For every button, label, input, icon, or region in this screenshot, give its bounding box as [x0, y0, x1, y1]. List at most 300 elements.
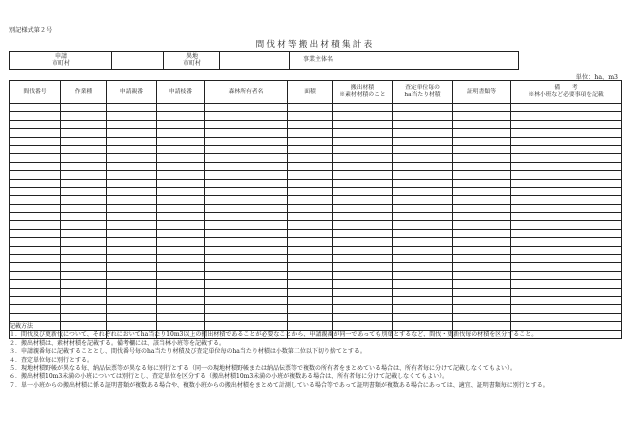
table-cell[interactable]: [61, 187, 107, 195]
table-cell[interactable]: [453, 296, 511, 304]
table-cell[interactable]: [288, 313, 333, 321]
table-cell[interactable]: [333, 179, 393, 187]
table-cell[interactable]: [107, 221, 157, 229]
table-cell[interactable]: [61, 154, 107, 162]
table-cell[interactable]: [511, 238, 622, 246]
table-cell[interactable]: [393, 196, 453, 204]
table-cell[interactable]: [453, 255, 511, 263]
table-cell[interactable]: [511, 246, 622, 254]
table-cell[interactable]: [107, 129, 157, 137]
table-cell[interactable]: [333, 196, 393, 204]
table-cell[interactable]: [107, 154, 157, 162]
table-cell[interactable]: [107, 104, 157, 112]
table-cell[interactable]: [10, 271, 61, 279]
table-cell[interactable]: [393, 137, 453, 145]
table-row: [10, 213, 622, 221]
table-cell[interactable]: [205, 162, 288, 170]
table-cell[interactable]: [453, 204, 511, 212]
table-cell[interactable]: [393, 313, 453, 321]
table-cell[interactable]: [511, 171, 622, 179]
table-cell[interactable]: [453, 162, 511, 170]
table-row: [10, 305, 622, 313]
other-municipality-field[interactable]: [220, 52, 290, 69]
table-cell[interactable]: [61, 137, 107, 145]
table-cell[interactable]: [453, 263, 511, 271]
table-cell[interactable]: [157, 187, 205, 195]
table-row: [10, 104, 622, 112]
table-cell[interactable]: [157, 104, 205, 112]
table-cell[interactable]: [10, 229, 61, 237]
table-cell[interactable]: [157, 255, 205, 263]
table-cell[interactable]: [333, 162, 393, 170]
table-cell[interactable]: [107, 313, 157, 321]
table-cell[interactable]: [107, 296, 157, 304]
table-row: [10, 313, 622, 321]
table-cell[interactable]: [333, 187, 393, 195]
table-cell[interactable]: [205, 263, 288, 271]
table-cell[interactable]: [288, 129, 333, 137]
table-cell[interactable]: [61, 246, 107, 254]
table-cell[interactable]: [10, 196, 61, 204]
unit-label: 単位：ha、m3: [575, 74, 618, 81]
table-cell[interactable]: [333, 112, 393, 120]
table-cell[interactable]: [511, 229, 622, 237]
table-cell[interactable]: [61, 204, 107, 212]
table-cell[interactable]: [288, 154, 333, 162]
table-cell[interactable]: [288, 145, 333, 153]
table-cell[interactable]: [107, 263, 157, 271]
table-row: [10, 280, 622, 288]
table-cell[interactable]: [61, 255, 107, 263]
table-cell[interactable]: [205, 204, 288, 212]
table-cell[interactable]: [333, 104, 393, 112]
table-cell[interactable]: [393, 104, 453, 112]
table-cell[interactable]: [511, 104, 622, 112]
table-cell[interactable]: [205, 129, 288, 137]
table-cell[interactable]: [61, 280, 107, 288]
table-cell[interactable]: [157, 280, 205, 288]
table-cell[interactable]: [61, 313, 107, 321]
table-cell[interactable]: [288, 288, 333, 296]
table-cell[interactable]: [333, 137, 393, 145]
table-cell[interactable]: [10, 104, 61, 112]
table-cell[interactable]: [205, 229, 288, 237]
table-cell[interactable]: [453, 280, 511, 288]
table-cell[interactable]: [157, 313, 205, 321]
table-cell[interactable]: [393, 179, 453, 187]
table-cell[interactable]: [453, 305, 511, 313]
table-cell[interactable]: [333, 263, 393, 271]
table-cell[interactable]: [511, 162, 622, 170]
table-cell[interactable]: [10, 238, 61, 246]
table-cell[interactable]: [61, 145, 107, 153]
instruction-item-4: ４．査定単位毎に別行とする。: [9, 356, 94, 364]
table-cell[interactable]: [61, 213, 107, 221]
table-cell[interactable]: [393, 154, 453, 162]
table-cell[interactable]: [333, 246, 393, 254]
table-cell[interactable]: [288, 246, 333, 254]
table-cell[interactable]: [288, 263, 333, 271]
table-cell[interactable]: [157, 288, 205, 296]
table-cell[interactable]: [288, 171, 333, 179]
table-cell[interactable]: [333, 288, 393, 296]
table-cell[interactable]: [10, 129, 61, 137]
table-cell[interactable]: [288, 255, 333, 263]
table-cell[interactable]: [10, 154, 61, 162]
table-cell[interactable]: [288, 221, 333, 229]
table-cell[interactable]: [453, 288, 511, 296]
table-row: [10, 196, 622, 204]
table-cell[interactable]: [288, 213, 333, 221]
col-header-forest-owner: 森林所有者名: [205, 81, 288, 104]
table-cell[interactable]: [511, 112, 622, 120]
table-cell[interactable]: [10, 305, 61, 313]
table-cell[interactable]: [10, 313, 61, 321]
table-cell[interactable]: [61, 221, 107, 229]
table-cell[interactable]: [511, 187, 622, 195]
table-cell[interactable]: [61, 112, 107, 120]
col-header-volume-per-ha: 査定単位毎の ha当たり材積: [393, 81, 453, 104]
table-cell[interactable]: [10, 145, 61, 153]
table-cell[interactable]: [107, 288, 157, 296]
table-cell[interactable]: [511, 137, 622, 145]
table-cell[interactable]: [288, 196, 333, 204]
table-cell[interactable]: [333, 229, 393, 237]
table-cell[interactable]: [205, 196, 288, 204]
table-cell[interactable]: [453, 221, 511, 229]
table-cell[interactable]: [333, 221, 393, 229]
table-cell[interactable]: [205, 137, 288, 145]
table-cell[interactable]: [333, 280, 393, 288]
table-cell[interactable]: [453, 145, 511, 153]
table-cell[interactable]: [107, 112, 157, 120]
table-cell[interactable]: [393, 246, 453, 254]
aggregate-table: [9, 80, 622, 339]
table-cell[interactable]: [107, 120, 157, 128]
table-cell[interactable]: [157, 162, 205, 170]
table-cell[interactable]: [205, 246, 288, 254]
table-cell[interactable]: [393, 238, 453, 246]
table-cell[interactable]: [453, 112, 511, 120]
table-cell[interactable]: [511, 255, 622, 263]
table-cell[interactable]: [10, 171, 61, 179]
table-cell[interactable]: [157, 120, 205, 128]
table-cell[interactable]: [453, 104, 511, 112]
table-cell[interactable]: [453, 213, 511, 221]
table-cell[interactable]: [393, 120, 453, 128]
table-cell[interactable]: [205, 271, 288, 279]
table-cell[interactable]: [61, 263, 107, 271]
table-cell[interactable]: [453, 120, 511, 128]
table-cell[interactable]: [511, 196, 622, 204]
table-cell[interactable]: [511, 280, 622, 288]
table-cell[interactable]: [333, 129, 393, 137]
table-cell[interactable]: [393, 187, 453, 195]
table-cell[interactable]: [157, 129, 205, 137]
col-header-hauled-volume: 搬出材積 ※素材材積のこと: [333, 81, 393, 104]
table-cell[interactable]: [393, 255, 453, 263]
table-cell[interactable]: [511, 204, 622, 212]
table-cell[interactable]: [511, 271, 622, 279]
table-cell[interactable]: [107, 204, 157, 212]
table-cell[interactable]: [393, 296, 453, 304]
table-cell[interactable]: [157, 204, 205, 212]
table-row: [10, 112, 622, 120]
table-cell[interactable]: [157, 213, 205, 221]
table-cell[interactable]: [10, 263, 61, 271]
table-cell[interactable]: [453, 229, 511, 237]
table-cell[interactable]: [333, 238, 393, 246]
table-cell[interactable]: [333, 120, 393, 128]
table-row: [10, 255, 622, 263]
table-cell[interactable]: [157, 112, 205, 120]
table-cell[interactable]: [61, 271, 107, 279]
table-cell[interactable]: [393, 129, 453, 137]
table-cell[interactable]: [157, 137, 205, 145]
table-row: [10, 179, 622, 187]
table-cell[interactable]: [10, 162, 61, 170]
table-cell[interactable]: [205, 145, 288, 153]
table-cell[interactable]: [157, 196, 205, 204]
table-cell[interactable]: [205, 112, 288, 120]
table-cell[interactable]: [393, 162, 453, 170]
table-cell[interactable]: [453, 187, 511, 195]
table-cell[interactable]: [10, 296, 61, 304]
table-cell[interactable]: [288, 271, 333, 279]
other-label-line1: 異地: [185, 53, 198, 60]
table-cell[interactable]: [157, 221, 205, 229]
instructions-heading: 記載方法: [9, 323, 34, 330]
table-cell[interactable]: [453, 238, 511, 246]
table-cell[interactable]: [511, 120, 622, 128]
entity-name-field[interactable]: [346, 52, 518, 69]
table-cell[interactable]: [10, 280, 61, 288]
table-cell[interactable]: [157, 246, 205, 254]
table-cell[interactable]: [61, 179, 107, 187]
table-cell[interactable]: [10, 187, 61, 195]
table-cell[interactable]: [157, 271, 205, 279]
applicant-label-line1: 申請: [54, 53, 67, 60]
table-cell[interactable]: [205, 313, 288, 321]
table-cell[interactable]: [107, 280, 157, 288]
table-cell[interactable]: [511, 305, 622, 313]
table-cell[interactable]: [10, 221, 61, 229]
table-cell[interactable]: [107, 187, 157, 195]
instruction-item-7: ７．単一小班からの搬出材積に係る証明書類が複数ある場合や、複数小班からの搬出材積をまとめて計測している場合等であって証明書類が複数ある場合にあっては、適宜、証明書類毎に別行とする。: [9, 381, 549, 389]
table-cell[interactable]: [288, 137, 333, 145]
table-cell[interactable]: [288, 204, 333, 212]
table-row: [10, 288, 622, 296]
table-cell[interactable]: [288, 280, 333, 288]
table-cell[interactable]: [107, 305, 157, 313]
table-cell[interactable]: [107, 179, 157, 187]
table-cell[interactable]: [288, 179, 333, 187]
table-cell[interactable]: [453, 179, 511, 187]
table-row: [10, 263, 622, 271]
table-cell[interactable]: [61, 129, 107, 137]
table-cell[interactable]: [61, 296, 107, 304]
table-cell[interactable]: [10, 137, 61, 145]
table-cell[interactable]: [107, 137, 157, 145]
aggregate-table-container: [9, 80, 621, 339]
table-cell[interactable]: [10, 120, 61, 128]
instruction-item-5: ５．現地材積野帳が異なる毎、納品伝票等が異なる毎に別行とする（同一の現地材積野帳または納品伝票等で複数の所有者をまとめている場合は、所有者毎に分けて記載しなくてもよい）。: [9, 365, 517, 373]
table-cell[interactable]: [61, 196, 107, 204]
table-cell[interactable]: [393, 112, 453, 120]
table-cell[interactable]: [205, 238, 288, 246]
table-cell[interactable]: [511, 145, 622, 153]
table-cell[interactable]: [107, 162, 157, 170]
table-cell[interactable]: [393, 221, 453, 229]
table-cell[interactable]: [107, 213, 157, 221]
table-cell[interactable]: [453, 271, 511, 279]
table-cell[interactable]: [157, 263, 205, 271]
table-cell[interactable]: [393, 145, 453, 153]
table-cell[interactable]: [61, 305, 107, 313]
table-cell[interactable]: [393, 171, 453, 179]
table-cell[interactable]: [333, 305, 393, 313]
table-cell[interactable]: [107, 196, 157, 204]
table-cell[interactable]: [205, 171, 288, 179]
table-cell[interactable]: [10, 288, 61, 296]
table-cell[interactable]: [205, 213, 288, 221]
table-cell[interactable]: [288, 112, 333, 120]
table-cell[interactable]: [333, 313, 393, 321]
table-cell[interactable]: [288, 104, 333, 112]
table-cell[interactable]: [453, 129, 511, 137]
table-cell[interactable]: [107, 238, 157, 246]
table-cell[interactable]: [107, 171, 157, 179]
table-cell[interactable]: [157, 229, 205, 237]
table-cell[interactable]: [511, 221, 622, 229]
table-cell[interactable]: [157, 238, 205, 246]
table-cell[interactable]: [393, 305, 453, 313]
table-cell[interactable]: [288, 229, 333, 237]
table-cell[interactable]: [393, 280, 453, 288]
table-cell[interactable]: [393, 204, 453, 212]
table-cell[interactable]: [10, 255, 61, 263]
table-cell[interactable]: [10, 179, 61, 187]
table-cell[interactable]: [453, 313, 511, 321]
table-cell[interactable]: [333, 204, 393, 212]
table-row: [10, 129, 622, 137]
table-cell[interactable]: [10, 112, 61, 120]
table-cell[interactable]: [393, 271, 453, 279]
col-header-certificates: 証明書類等: [453, 81, 511, 104]
table-cell[interactable]: [453, 154, 511, 162]
table-cell[interactable]: [288, 120, 333, 128]
table-cell[interactable]: [288, 187, 333, 195]
table-cell[interactable]: [205, 179, 288, 187]
table-cell[interactable]: [107, 229, 157, 237]
table-cell[interactable]: [511, 154, 622, 162]
table-cell[interactable]: [453, 246, 511, 254]
table-cell[interactable]: [393, 213, 453, 221]
table-cell[interactable]: [453, 196, 511, 204]
table-cell[interactable]: [157, 305, 205, 313]
table-cell[interactable]: [511, 288, 622, 296]
table-cell[interactable]: [333, 154, 393, 162]
table-cell[interactable]: [511, 213, 622, 221]
table-cell[interactable]: [157, 296, 205, 304]
table-cell[interactable]: [61, 229, 107, 237]
table-cell[interactable]: [61, 288, 107, 296]
table-cell[interactable]: [61, 171, 107, 179]
table-cell[interactable]: [157, 171, 205, 179]
table-cell[interactable]: [288, 296, 333, 304]
table-cell[interactable]: [61, 238, 107, 246]
table-cell[interactable]: [511, 313, 622, 321]
table-cell[interactable]: [511, 129, 622, 137]
table-cell[interactable]: [10, 246, 61, 254]
table-cell[interactable]: [205, 280, 288, 288]
table-cell[interactable]: [453, 137, 511, 145]
table-cell[interactable]: [333, 145, 393, 153]
table-cell[interactable]: [288, 238, 333, 246]
table-cell[interactable]: [333, 171, 393, 179]
table-cell[interactable]: [107, 255, 157, 263]
table-cell[interactable]: [61, 120, 107, 128]
page-title: 間伐材等搬出材積集計表: [255, 40, 375, 50]
table-header-row: [10, 81, 622, 104]
table-row: [10, 120, 622, 128]
table-cell[interactable]: [393, 229, 453, 237]
table-cell[interactable]: [107, 271, 157, 279]
instructions-section: [9, 323, 621, 390]
table-cell[interactable]: [288, 305, 333, 313]
table-row: [10, 246, 622, 254]
table-cell[interactable]: [205, 288, 288, 296]
col-header-branch-number: 申請枝番: [157, 81, 205, 104]
col-header-area: 面積: [288, 81, 333, 104]
table-cell[interactable]: [393, 263, 453, 271]
table-cell[interactable]: [157, 179, 205, 187]
applicant-municipality-field[interactable]: [112, 52, 164, 69]
table-cell[interactable]: [61, 162, 107, 170]
table-cell[interactable]: [205, 187, 288, 195]
table-cell[interactable]: [511, 296, 622, 304]
table-cell[interactable]: [205, 221, 288, 229]
header-info-box: [9, 51, 519, 70]
table-cell[interactable]: [393, 288, 453, 296]
table-cell[interactable]: [511, 263, 622, 271]
table-cell[interactable]: [511, 179, 622, 187]
table-cell[interactable]: [333, 213, 393, 221]
table-cell[interactable]: [453, 171, 511, 179]
table-cell[interactable]: [157, 145, 205, 153]
table-cell[interactable]: [107, 246, 157, 254]
table-cell[interactable]: [333, 271, 393, 279]
instruction-item-2: ２．搬出材積は、素材材積を記載する。備考欄には、該当林小班等を記載する。: [9, 339, 226, 347]
table-cell[interactable]: [205, 154, 288, 162]
table-cell[interactable]: [205, 104, 288, 112]
table-cell[interactable]: [333, 255, 393, 263]
table-cell[interactable]: [10, 213, 61, 221]
table-cell[interactable]: [333, 296, 393, 304]
table-cell[interactable]: [10, 204, 61, 212]
table-cell[interactable]: [205, 255, 288, 263]
table-cell[interactable]: [205, 305, 288, 313]
table-cell[interactable]: [205, 296, 288, 304]
table-cell[interactable]: [107, 145, 157, 153]
table-row: [10, 221, 622, 229]
table-cell[interactable]: [205, 120, 288, 128]
applicant-label-line2: 市町村: [51, 60, 70, 67]
table-row: [10, 137, 622, 145]
table-cell[interactable]: [61, 104, 107, 112]
table-cell[interactable]: [288, 162, 333, 170]
table-cell[interactable]: [157, 154, 205, 162]
